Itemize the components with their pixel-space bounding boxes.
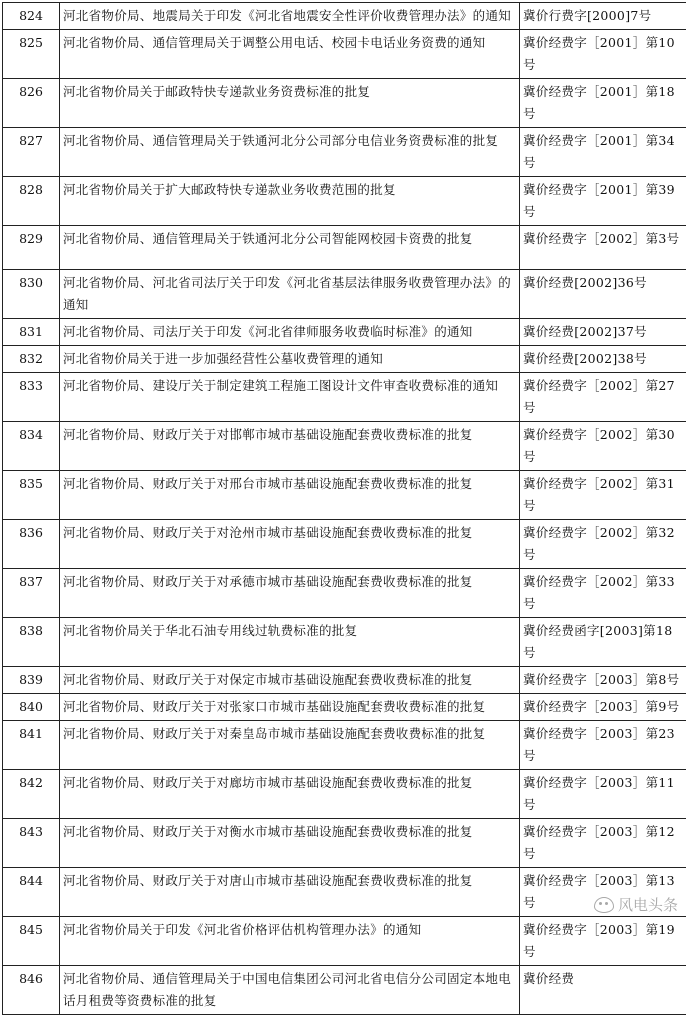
document-title: 河北省物价局关于华北石油专用线过轨费标准的批复 <box>60 618 520 667</box>
document-title: 河北省物价局、通信管理局关于铁通河北分公司部分电信业务资费标准的批复 <box>60 128 520 177</box>
document-title: 河北省物价局、通信管理局关于铁通河北分公司智能网校园卡资费的批复 <box>60 226 520 270</box>
document-code: 冀价经费字［2003］第23号 <box>520 721 686 770</box>
document-title: 河北省物价局、财政厅关于对承德市城市基础设施配套费收费标准的批复 <box>60 569 520 618</box>
row-number: 843 <box>3 819 60 868</box>
document-title: 河北省物价局关于进一步加强经营性公墓收费管理的通知 <box>60 346 520 373</box>
document-title: 河北省物价局、通信管理局关于调整公用电话、校园卡电话业务资费的通知 <box>60 30 520 79</box>
table-row <box>3 917 686 966</box>
document-title: 河北省物价局、通信管理局关于中国电信集团公司河北省电信分公司固定本地电话月租费等资费标准的批复 <box>60 966 520 1015</box>
wechat-icon <box>594 897 614 913</box>
document-title: 河北省物价局、财政厅关于对沧州市城市基础设施配套费收费标准的批复 <box>60 520 520 569</box>
table-row <box>3 79 686 128</box>
table-row <box>3 128 686 177</box>
document-title: 河北省物价局关于印发《河北省价格评估机构管理办法》的通知 <box>60 917 520 966</box>
row-number: 826 <box>3 79 60 128</box>
document-code: 冀价经费字［2003］第12号 <box>520 819 686 868</box>
table-row <box>3 270 686 319</box>
document-code: 冀价经费[2002]36号 <box>520 270 686 319</box>
row-number: 830 <box>3 270 60 319</box>
row-number: 838 <box>3 618 60 667</box>
document-title: 河北省物价局关于邮政特快专递款业务资费标准的批复 <box>60 79 520 128</box>
table-row <box>3 770 686 819</box>
row-number: 842 <box>3 770 60 819</box>
document-title: 河北省物价局、财政厅关于对唐山市城市基础设施配套费收费标准的批复 <box>60 868 520 917</box>
table-row <box>3 177 686 226</box>
table-row <box>3 721 686 770</box>
table-row <box>3 694 686 721</box>
table-row <box>3 471 686 520</box>
document-code: 冀价经费字［2002］第30号 <box>520 422 686 471</box>
watermark <box>594 894 678 915</box>
document-title: 河北省物价局、财政厅关于对邢台市城市基础设施配套费收费标准的批复 <box>60 471 520 520</box>
document-title: 河北省物价局、财政厅关于对衡水市城市基础设施配套费收费标准的批复 <box>60 819 520 868</box>
document-title: 河北省物价局、司法厅关于印发《河北省律师服务收费临时标准》的通知 <box>60 319 520 346</box>
document-code: 冀价经费函字[2003]第18号 <box>520 618 686 667</box>
document-code: 冀价经费字［2003］第9号 <box>520 694 686 721</box>
row-number: 836 <box>3 520 60 569</box>
fee-document-table <box>2 2 686 1015</box>
row-number: 825 <box>3 30 60 79</box>
row-number: 841 <box>3 721 60 770</box>
document-title: 河北省物价局、财政厅关于对秦皇岛市城市基础设施配套费收费标准的批复 <box>60 721 520 770</box>
row-number: 845 <box>3 917 60 966</box>
row-number: 833 <box>3 373 60 422</box>
document-code: 冀价行费字[2000]7号 <box>520 3 686 30</box>
table-row <box>3 868 686 917</box>
document-code: 冀价经费[2002]37号 <box>520 319 686 346</box>
document-code: 冀价经费[2002]38号 <box>520 346 686 373</box>
row-number: 834 <box>3 422 60 471</box>
table-row <box>3 520 686 569</box>
document-title: 河北省物价局、河北省司法厅关于印发《河北省基层法律服务收费管理办法》的通知 <box>60 270 520 319</box>
document-code: 冀价经费字［2002］第31号 <box>520 471 686 520</box>
document-title: 河北省物价局、建设厅关于制定建筑工程施工图设计文件审查收费标准的通知 <box>60 373 520 422</box>
watermark-text: 风电头条 <box>618 894 678 915</box>
table-row <box>3 422 686 471</box>
document-code: 冀价经费字［2001］第39号 <box>520 177 686 226</box>
document-title: 河北省物价局、财政厅关于对廊坊市城市基础设施配套费收费标准的批复 <box>60 770 520 819</box>
document-code: 冀价经费字［2003］第11号 <box>520 770 686 819</box>
document-code: 冀价经费字［2001］第10号 <box>520 30 686 79</box>
table-row <box>3 819 686 868</box>
table-row <box>3 226 686 270</box>
document-code: 冀价经费字［2002］第27号 <box>520 373 686 422</box>
document-code: 冀价经费字［2003］第13号 <box>520 868 686 917</box>
table-row <box>3 667 686 694</box>
row-number: 837 <box>3 569 60 618</box>
row-number: 824 <box>3 3 60 30</box>
row-number: 829 <box>3 226 60 270</box>
table-row <box>3 569 686 618</box>
table-row <box>3 373 686 422</box>
document-code: 冀价经费字［2003］第19号 <box>520 917 686 966</box>
row-number: 828 <box>3 177 60 226</box>
document-code: 冀价经费字［2002］第3号 <box>520 226 686 270</box>
row-number: 840 <box>3 694 60 721</box>
table-row <box>3 30 686 79</box>
table-row <box>3 346 686 373</box>
document-title: 河北省物价局关于扩大邮政特快专递款业务收费范围的批复 <box>60 177 520 226</box>
document-code: 冀价经费字［2002］第32号 <box>520 520 686 569</box>
table-row <box>3 966 686 1015</box>
document-code: 冀价经费字［2001］第18号 <box>520 79 686 128</box>
row-number: 831 <box>3 319 60 346</box>
document-code: 冀价经费字［2003］第8号 <box>520 667 686 694</box>
document-code: 冀价经费字［2002］第33号 <box>520 569 686 618</box>
document-title: 河北省物价局、财政厅关于对邯郸市城市基础设施配套费收费标准的批复 <box>60 422 520 471</box>
row-number: 835 <box>3 471 60 520</box>
table-row <box>3 319 686 346</box>
document-code: 冀价经费字［2001］第34号 <box>520 128 686 177</box>
document-code: 冀价经费 <box>520 966 686 1015</box>
row-number: 846 <box>3 966 60 1015</box>
row-number: 832 <box>3 346 60 373</box>
row-number: 844 <box>3 868 60 917</box>
document-title: 河北省物价局、财政厅关于对张家口市城市基础设施配套费收费标准的批复 <box>60 694 520 721</box>
row-number: 827 <box>3 128 60 177</box>
document-title: 河北省物价局、地震局关于印发《河北省地震安全性评价收费管理办法》的通知 <box>60 3 520 30</box>
table-row <box>3 3 686 30</box>
document-title: 河北省物价局、财政厅关于对保定市城市基础设施配套费收费标准的批复 <box>60 667 520 694</box>
table-row <box>3 618 686 667</box>
row-number: 839 <box>3 667 60 694</box>
